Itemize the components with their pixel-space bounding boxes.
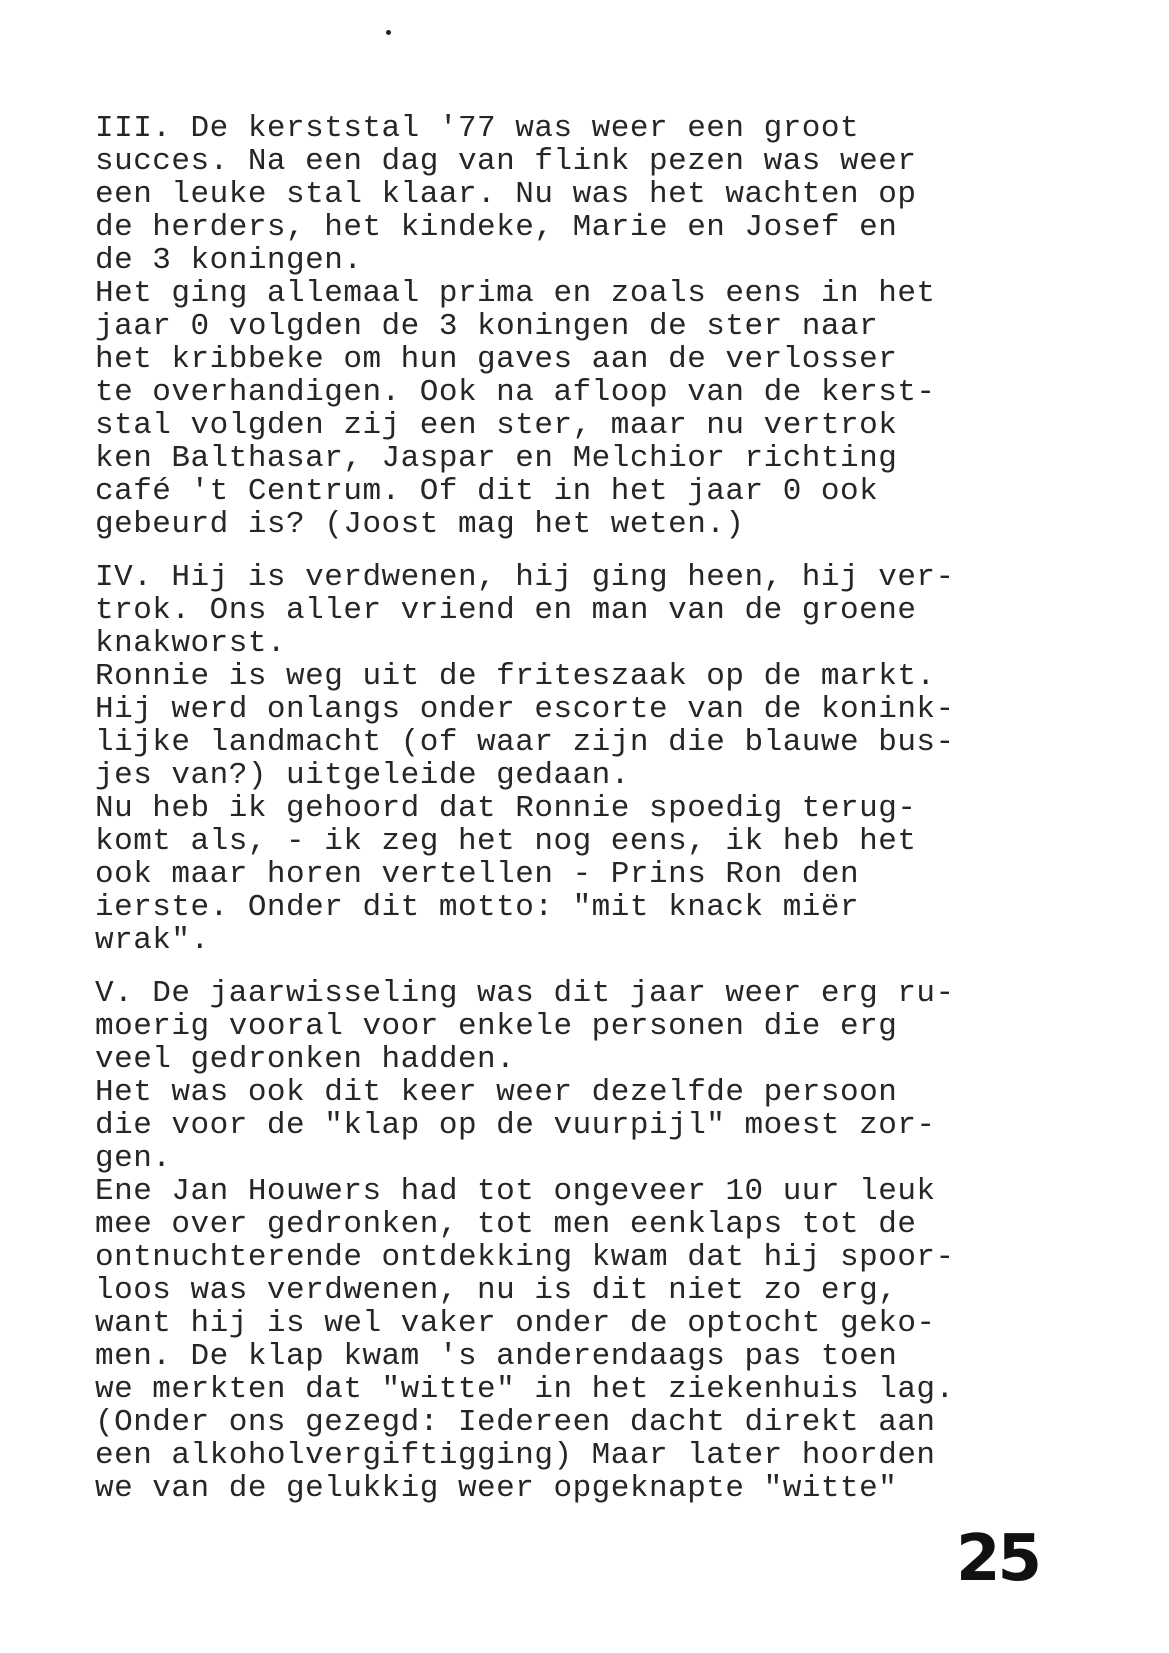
text-line: een alkoholvergiftigging) Maar later hoorden [95, 1438, 936, 1473]
body-text [95, 112, 1125, 1525]
text-line: Nu heb ik gehoord dat Ronnie spoedig terug- [95, 791, 917, 826]
text-line: Het was ook dit keer weer dezelfde persoon [95, 1075, 898, 1110]
text-line: stal volgden zij een ster, maar nu vertrok [95, 408, 898, 443]
text-line: we van de gelukkig weer opgeknapte "witte" [95, 1471, 898, 1506]
text-line: ontnuchterende ontdekking kwam dat hij spoor- [95, 1240, 955, 1275]
text-line: lijke landmacht (of waar zijn die blauwe bus- [95, 725, 955, 760]
text-line: IV. Hij is verdwenen, hij ging heen, hij ver- [95, 560, 955, 595]
text-line: men. De klap kwam 's anderendaags pas toen [95, 1339, 898, 1374]
text-line: jaar 0 volgden de 3 koningen de ster naar [95, 309, 879, 344]
text-line: trok. Ons aller vriend en man van de groene [95, 593, 917, 628]
text-line: café 't Centrum. Of dit in het jaar 0 ook [95, 474, 879, 509]
paragraph-v [95, 977, 1125, 1505]
text-line: Het ging allemaal prima en zoals eens in het [95, 276, 936, 311]
text-line: te overhandigen. Ook na afloop van de kerst- [95, 375, 936, 410]
text-line: we merkten dat "witte" in het ziekenhuis lag. [95, 1372, 955, 1407]
text-line: de 3 koningen. [95, 243, 363, 278]
text-line: moerig vooral voor enkele personen die erg [95, 1009, 898, 1044]
paragraph-iii [95, 112, 1125, 541]
paragraph-iv [95, 561, 1125, 957]
text-line: V. De jaarwisseling was dit jaar weer erg ru- [95, 976, 955, 1011]
text-line: Ene Jan Houwers had tot ongeveer 10 uur leuk [95, 1174, 936, 1209]
text-line: ook maar horen vertellen - Prins Ron den [95, 857, 860, 892]
text-line: knakworst. [95, 626, 287, 661]
text-line: gen. [95, 1141, 172, 1176]
text-line: ierste. Onder dit motto: "mit knack miër [95, 890, 860, 925]
text-line: loos was verdwenen, nu is dit niet zo erg, [95, 1273, 898, 1308]
text-line: Ronnie is weg uit de friteszaak op de markt. [95, 659, 936, 694]
text-line: ken Balthasar, Jaspar en Melchior richting [95, 441, 898, 476]
text-line: Hij werd onlangs onder escorte van de konink- [95, 692, 955, 727]
text-line: want hij is wel vaker onder de optocht geko- [95, 1306, 936, 1341]
text-line: komt als, - ik zeg het nog eens, ik heb het [95, 824, 917, 859]
ink-speck [386, 30, 391, 35]
text-line: (Onder ons gezegd: Iedereen dacht direkt aan [95, 1405, 936, 1440]
text-line: die voor de "klap op de vuurpijl" moest zor- [95, 1108, 936, 1143]
text-line: een leuke stal klaar. Nu was het wachten op [95, 177, 917, 212]
text-line: gebeurd is? (Joost mag het weten.) [95, 507, 745, 542]
text-line: wrak". [95, 923, 210, 958]
text-line: mee over gedronken, tot men eenklaps tot de [95, 1207, 917, 1242]
text-line: jes van?) uitgeleide gedaan. [95, 758, 630, 793]
text-line: succes. Na een dag van flink pezen was weer [95, 144, 917, 179]
text-line: veel gedronken hadden. [95, 1042, 516, 1077]
text-line: het kribbeke om hun gaves aan de verlosser [95, 342, 898, 377]
text-line: de herders, het kindeke, Marie en Josef en [95, 210, 898, 245]
page-number: 25 [955, 1522, 1039, 1596]
text-line: III. De kerststal '77 was weer een groot [95, 111, 860, 146]
